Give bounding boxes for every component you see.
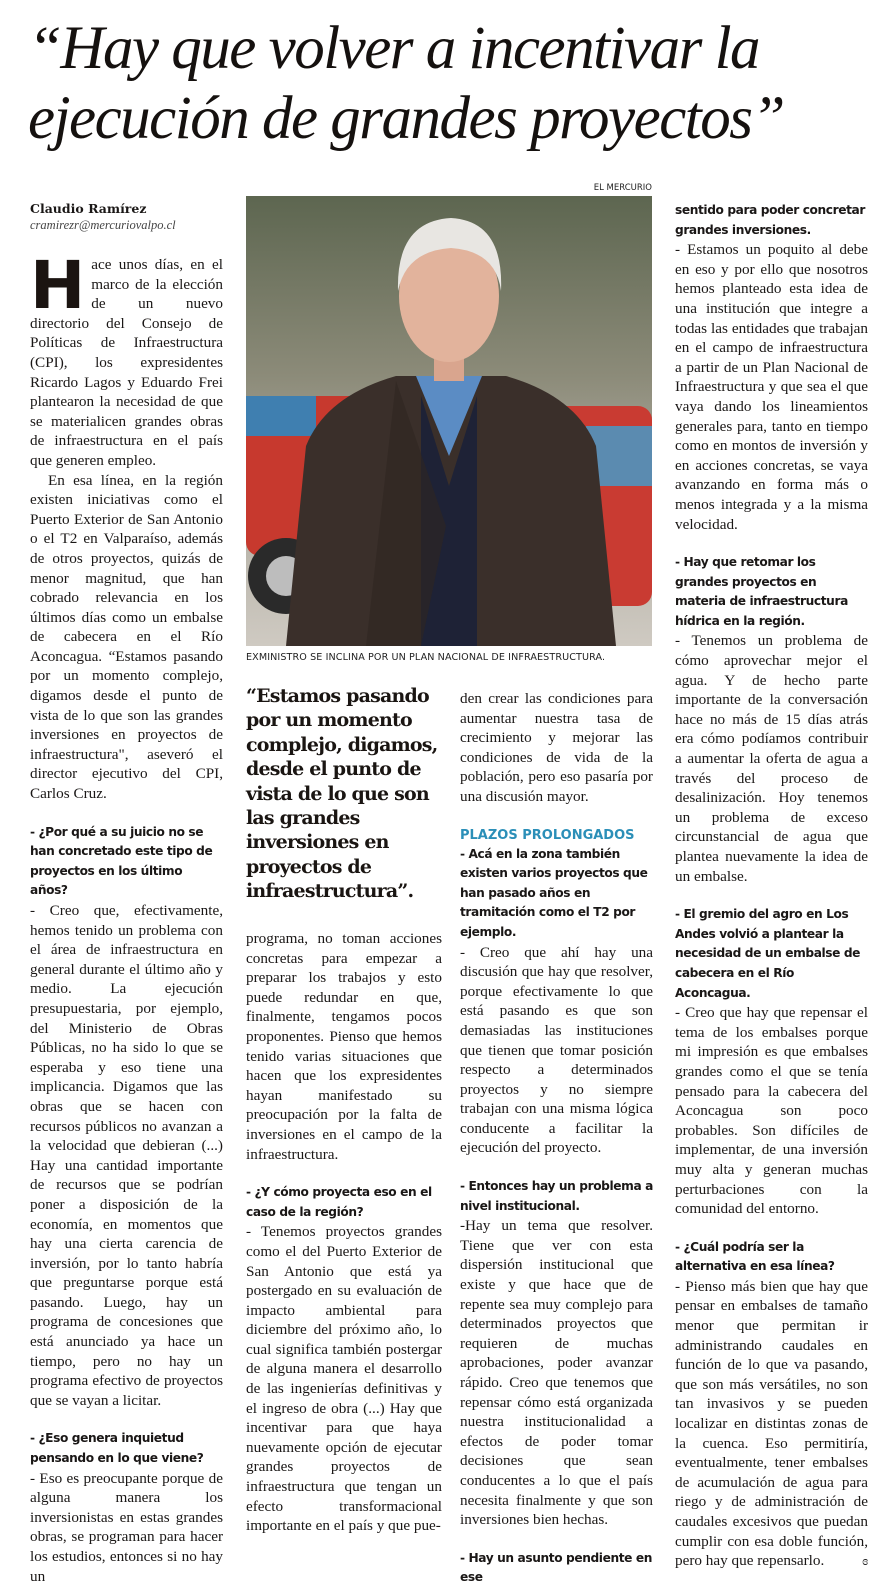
answer-7: - Tenemos un problema de cómo aprovechar mejor el agua. Y de hecho parte importante de la conversación hace no más de 15 días atrás era cómo podíamos contribuir a aumentar la oferta de agua a través del proceso de desalinización. Hoy tenemos un problema de exceso circunstancial de agua que plantea nuevamente la idea de un embalse. <box>675 632 868 885</box>
pull-quote: “Estamos pasando por un momento complejo, digamos, desde el punto de vista de lo que son las grandes inversiones en proyectos de infraestructura”. <box>246 685 438 903</box>
column-3 <box>460 689 653 1588</box>
portrait-illustration <box>246 196 652 646</box>
question-9: - ¿Cuál podría ser la alternativa en esa línea? <box>675 1239 835 1274</box>
question-7: - Hay que retomar los grandes proyectos en materia de infraestructura hídrica en la región. <box>675 555 848 628</box>
byline-name: Claudio Ramírez <box>30 201 147 216</box>
question-2: - ¿Eso genera inquietud pensando en lo que viene? <box>30 1431 204 1466</box>
answer-5: -Hay un tema que resolver. Tiene que ver con esta dispersión institucional que existe y que hace que de repente sea muy complejo para determinados proyectos que requieren de muchas aprobaciones, poder avanzar rápido. Creo que tenemos que repensar cómo está organizada nuestra institucionalidad a efectos de poder tomar decisiones que sean conducentes a lo que el país necesita finalmente y que son inversiones bien hechas. <box>460 1217 653 1529</box>
answer-3-part-1: - Tenemos proyectos grandes como el del Puerto Exterior de San Antonio que está ya postergado en su evaluación de impacto ambiental para diciembre del próximo año, lo cual significa también postergar de alguna manera el desarrollo de las ingenierías definitivas y el ingreso de obra (...) Hay que incentivar para que haya nuevamente opción de ejecutar grandes proyectos de infraestructura que tengan un efecto transformacional importante en el país y que pue- <box>246 1223 442 1535</box>
section-subhead: PLAZOS PROLONGADOS <box>460 827 635 843</box>
end-mark-icon: ɞ <box>862 1553 868 1569</box>
question-4: - Acá en la zona también existen varios proyectos que han pasado años en tramitación como el T2 por ejemplo. <box>460 846 648 939</box>
photo-caption: EXMINISTRO SE INCLINA POR UN PLAN NACIONAL DE INFRAESTRUCTURA. <box>246 652 606 663</box>
lead-paragraph <box>30 247 223 471</box>
answer-9 <box>675 1277 868 1571</box>
paragraph-2: En esa línea, en la región existen iniciativas como el Puerto Exterior de San Antonio o el T2 en Valparaíso, además de otros proyectos, quizás de menor magnitud, que han cobrado relevancia en los últimos días como un embalse de cabecera en el Río Aconcagua. “Estamos pasando por un momento complejo, digamos desde el punto de vista de lo que son las grandes inversiones en proyectos de infraestructura", aseveró el director ejecutivo del CPI, Carlos Cruz. <box>30 471 223 803</box>
question-6-part-2: sentido para poder concretar grandes inversiones. <box>675 203 865 237</box>
column-2 <box>246 929 442 1536</box>
question-3: - ¿Y cómo proyecta eso en el caso de la región? <box>246 1185 432 1219</box>
photo-credit: EL MERCURIO <box>593 183 652 193</box>
question-5: - Entonces hay un problema a nivel institucional. <box>460 1179 653 1213</box>
column-1 <box>30 200 223 1586</box>
answer-2-part-1: - Eso es preocupante porque de alguna manera los inversionistas en estas grandes obras, se programan para hacer los estudios, entonces si no hay un <box>30 1469 223 1585</box>
question-1: - ¿Por qué a su juicio no se han concretado este tipo de proyectos en los último años? <box>30 824 213 898</box>
lead-text: ace unos días, en el marco de la elección de un nuevo directorio del Consejo de Políticas de Infraestructura (CPI), los expresidentes Ricardo Lagos y Eduardo Frei plantearon la necesidad de que se materialicen grandes obras de infraestructura en el país que generen empleo. <box>30 256 223 469</box>
byline-email[interactable]: cramirezr@mercuriovalpo.cl <box>30 218 176 232</box>
answer-1: - Creo que, efectivamente, hemos tenido un problema con el área de infraestructura en general durante el último año y medio. La ejecución presupuestaria, por ejemplo, del Ministerio de Obras Públicas, no ha sido lo que se esperaba y eso tiene una implicancia. Digamos que las obras que se hacen con recursos públicos no avanzan a la velocidad que debieran (...) Hay una cantidad importante de recursos que se podrían poner a disposición de la economía, en momentos que hay una cierta carencia de inversión, por lo tanto habría que preguntarse porque está pasando. Luego, hay un programa de concesiones que está anunciado ya hace un tiempo, pero no hay un programa efectivo de proyectos que se vayan a licitar. <box>30 902 223 1409</box>
answer-9-text: - Pienso más bien que hay que pensar en embalses de tamaño menor que permitan ir administrando caudales en función de lo que va pasando, que son más versátiles, no son tan invasivos y se pueden localizar en distintas zonas de la cuenca. Eso permitiría, eventualmente, tener embalses de acumulación de agua para riego y de administración de caudales excesivos que puedan cumplir con esa doble función, pero hay que repensarlo. <box>675 1277 868 1570</box>
column-4 <box>675 201 868 1571</box>
portrait-photo <box>246 196 652 646</box>
question-8: - El gremio del agro en Los Andes volvió a plantear la necesidad de un embalse de cabecera en el Río Aconcagua. <box>675 907 861 1000</box>
answer-4: - Creo que ahí hay una discusión que hay que resolver, porque efectivamente lo que está pasando es que son demasiadas las instituciones que tienen que tomar posición respecto a determinados proyectos y no siempre trabajan con una misma lógica conducente a facilitar la ejecución del proyecto. <box>460 943 653 1157</box>
answer-3-part-2: den crear las condiciones para aumentar nuestra tasa de crecimiento y mejorar las condiciones de vida de la población, pero eso pasaría por una discusión mayor. <box>460 690 653 805</box>
headline: “Hay que volver a incentivar la ejecución de grandes proyectos” <box>28 15 784 152</box>
drop-cap: H <box>30 247 86 324</box>
question-6-part-1: - Hay un asunto pendiente en ese <box>460 1550 652 1585</box>
answer-8: - Creo que hay que repensar el tema de los embalses porque mi impresión es que embalses grandes como el que se tenía pensado para la cabecera del Aconcagua son poco probables. Son difíciles de implementar, de una inversión muy alta y generan muchas perturbaciones con la comunidad del entorno. <box>675 1004 868 1218</box>
answer-6: - Estamos un poquito al debe en eso y por ello que nosotros hemos planteado esta idea de una institución que integre a todas las entidades que trabajan en el campo de infraestructura a partir de un Plan Nacional de Infraestructura y que sea el que vaya dando los lineamientos generales para, tanto en tiempo como en montos de inversión y en acciones concretas, se vaya avanzando en forma más o menos integrada y a la misma velocidad. <box>675 241 868 533</box>
answer-2-part-2: programa, no toman acciones concretas para empezar a preparar los trabajos y esto puede redundar en que, finalmente, tengamos pocos proponentes. Pienso que hemos tenido varias situaciones que hacen que los expresidentes hayan manifestado su preocupación por la falta de inversiones en el campo de la infraestructura. <box>246 930 442 1163</box>
